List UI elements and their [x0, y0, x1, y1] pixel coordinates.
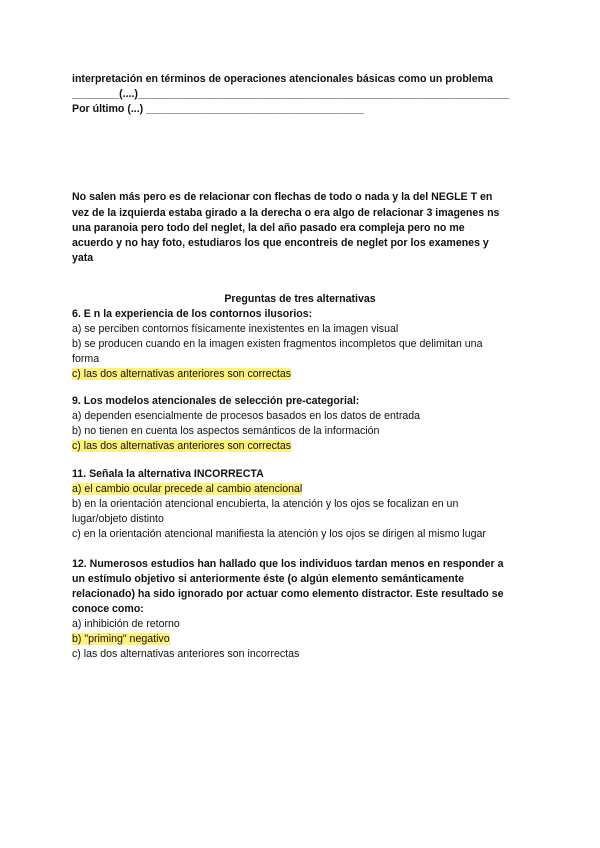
- q12-question-line2: un estímulo objetivo si anteriormente éste (o algún elemento semánticamente: [72, 573, 465, 585]
- section-title: Preguntas de tres alternativas: [224, 293, 376, 305]
- q6-option-a: a) se perciben contornos físicamente inexistentes en la imagen visual: [72, 323, 399, 335]
- note-line-3: una paranoia pero todo del neglet, la del año pasado era compleja pero no me: [72, 222, 465, 234]
- q11-option-b-line2: lugar/objeto distinto: [72, 513, 164, 525]
- q12-option-b-highlighted: b) "priming" negativo: [72, 633, 170, 645]
- q11-question: 11. Señala la alternativa INCORRECTA: [72, 468, 264, 480]
- top-line-2: ________(....)_______________________________________________________________: [72, 88, 510, 100]
- q9-option-c-highlighted: c) las dos alternativas anteriores son correctas: [72, 440, 292, 452]
- q12-question-line4: conoce como:: [72, 603, 144, 615]
- note-line-4: acuerdo y no hay foto, estudiaros los que encontreis de neglet por los examenes y: [72, 237, 489, 249]
- q11-option-b-line1: b) en la orientación atencional encubierta, la atención y los ojos se focalizan en un: [72, 498, 459, 510]
- q12-option-c: c) las dos alternativas anteriores son incorrectas: [72, 648, 300, 660]
- top-line-3: Por último (...) _____________________________________: [72, 103, 365, 115]
- q6-question: 6. E n la experiencia de los contornos ilusorios:: [72, 308, 313, 320]
- q12-question-line3: relacionado) ha sido ignorado por actuar como elemento distractor. Este resultado se: [72, 588, 504, 600]
- note-line-5: yata: [72, 252, 94, 264]
- top-line-1: interpretación en términos de operaciones atencionales básicas como un problema: [72, 73, 493, 85]
- q11-option-a-highlighted: a) el cambio ocular precede al cambio atencional: [72, 483, 303, 495]
- q9-option-b: b) no tienen en cuenta los aspectos semánticos de la información: [72, 425, 380, 437]
- q9-option-a: a) dependen esencialmente de procesos basados en los datos de entrada: [72, 410, 421, 422]
- q11-option-c: c) en la orientación atencional manifiesta la atención y los ojos se dirigen al mismo lugar: [72, 528, 486, 540]
- q12-option-a: a) inhibición de retorno: [72, 618, 180, 630]
- q6-option-b-line1: b) se producen cuando en la imagen existen fragmentos incompletos que delimitan una: [72, 338, 483, 350]
- q6-option-c-highlighted: c) las dos alternativas anteriores son correctas: [72, 368, 292, 380]
- q9-question: 9. Los modelos atencionales de selección pre-categorial:: [72, 395, 360, 407]
- note-line-1: No salen más pero es de relacionar con flechas de todo o nada y la del NEGLE T en: [72, 191, 493, 203]
- q12-question-line1: 12. Numerosos estudios han hallado que los individuos tardan menos en responder a: [72, 558, 504, 570]
- note-line-2: vez de la izquierda estaba girado a la derecha o era algo de relacionar 3 imagenes ns: [72, 207, 500, 219]
- q6-option-b-line2: forma: [72, 353, 100, 365]
